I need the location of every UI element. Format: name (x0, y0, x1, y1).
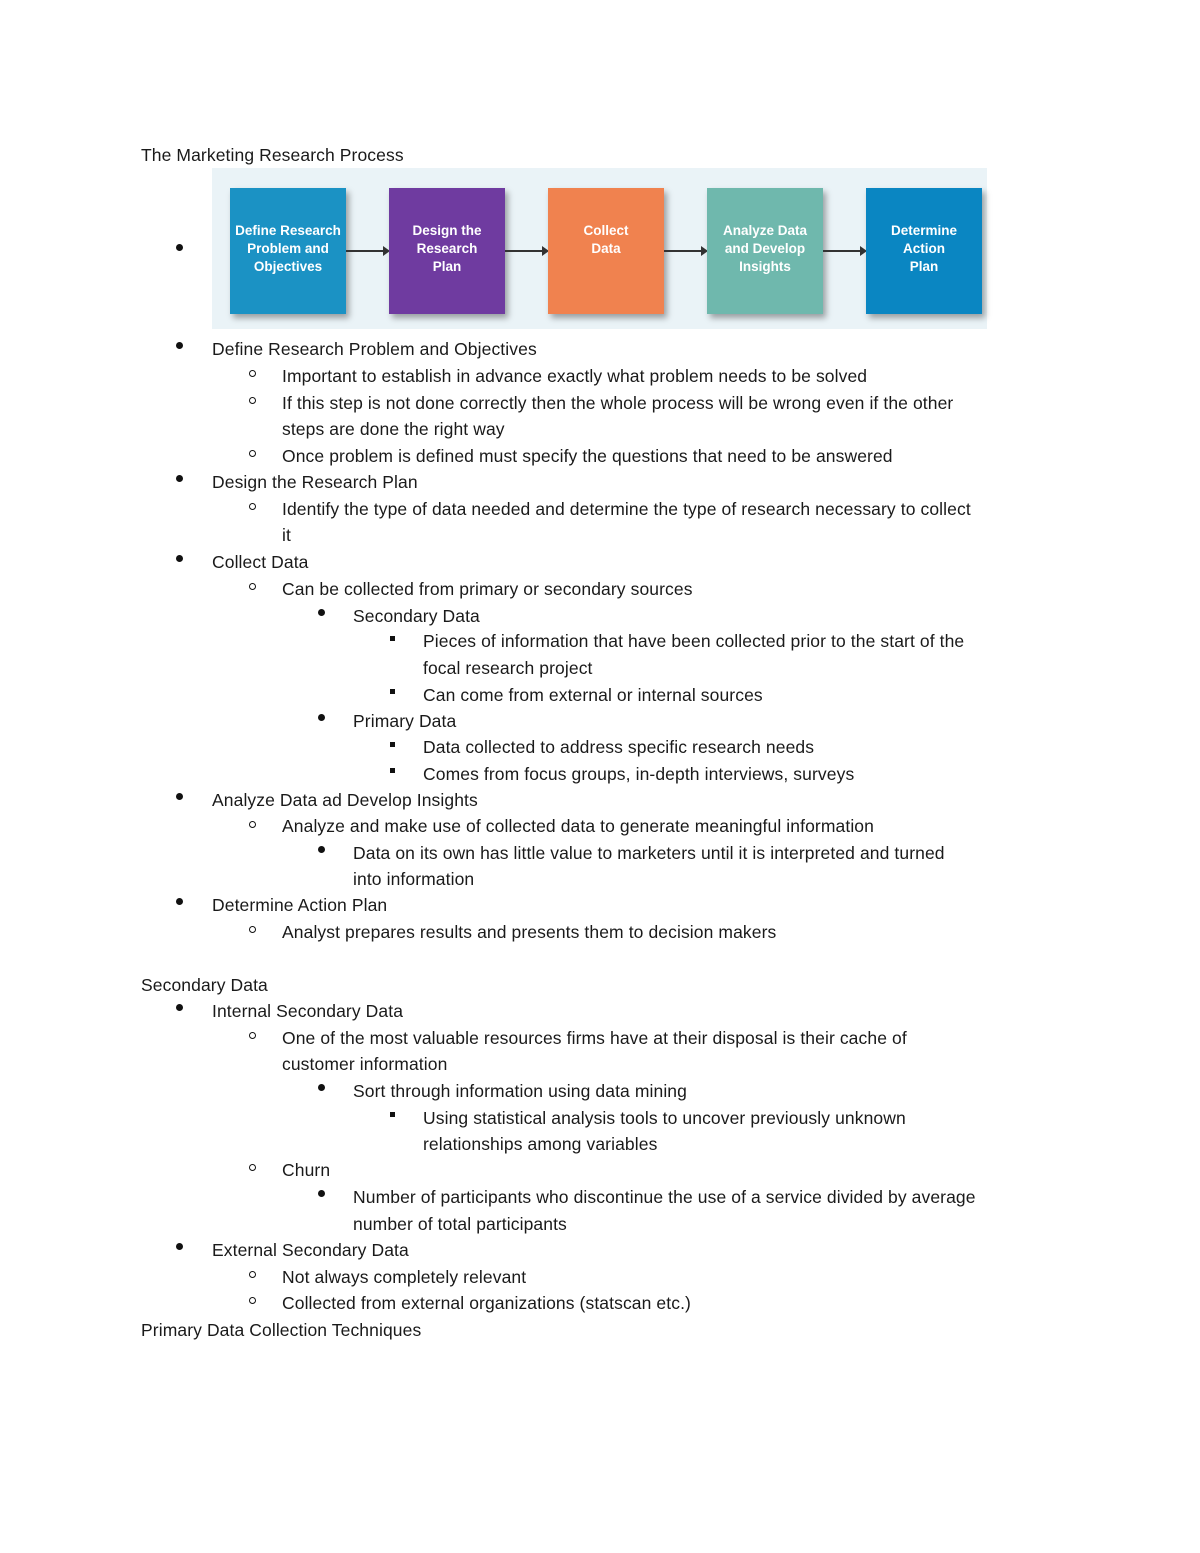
arrow-icon (346, 250, 388, 252)
bullet (249, 397, 256, 404)
bullet (249, 503, 256, 510)
bullet (176, 342, 183, 349)
bullet (176, 244, 183, 251)
list-item: Using statistical analysis tools to uncover previously unknown (423, 1108, 906, 1128)
list-item: Can come from external or internal sources (423, 685, 763, 705)
list-item: Collected from external organizations (statscan etc.) (282, 1293, 691, 1313)
page-title: The Marketing Research Process (141, 145, 404, 165)
list-item: Number of participants who discontinue the use of a service divided by average (353, 1187, 976, 1207)
bullet (176, 1004, 183, 1011)
list-item: Identify the type of data needed and determine the type of research necessary to collect (282, 499, 971, 519)
list-item: Churn (282, 1160, 331, 1180)
bullet (318, 1190, 325, 1197)
bullet (318, 846, 325, 853)
list-item-cont: number of total participants (353, 1214, 567, 1234)
list-item-cont: focal research project (423, 658, 593, 678)
list-item: Determine Action Plan (212, 895, 388, 915)
list-item-cont: steps are done the right way (282, 419, 505, 439)
bullet (390, 636, 395, 641)
step-label: Design the Research Plan (412, 223, 482, 274)
arrow-icon (664, 250, 706, 252)
list-item: Primary Data (353, 711, 457, 731)
bullet (176, 475, 183, 482)
list-item: Analyze and make use of collected data to generate meaningful information (282, 816, 874, 836)
bullet (249, 926, 256, 933)
section-title-secondary: Secondary Data (141, 975, 268, 995)
list-item: Internal Secondary Data (212, 1001, 404, 1021)
list-item: Analyze Data ad Develop Insights (212, 790, 478, 810)
step-label: Analyze Data and Develop Insights (722, 223, 808, 274)
list-item: Secondary Data (353, 606, 480, 626)
list-item-cont: customer information (282, 1054, 448, 1074)
bullet (249, 370, 256, 377)
bullet (318, 609, 325, 616)
bullet (249, 450, 256, 457)
list-item: If this step is not done correctly then the whole process will be wrong even if the other (282, 393, 954, 413)
list-item: Analyst prepares results and presents them to decision makers (282, 922, 777, 942)
list-item: Not always completely relevant (282, 1267, 527, 1287)
section-title-primary: Primary Data Collection Techniques (141, 1320, 422, 1340)
list-item: Comes from focus groups, in-depth interviews, surveys (423, 764, 855, 784)
arrow-icon (823, 250, 865, 252)
list-item: Design the Research Plan (212, 472, 418, 492)
bullet (318, 714, 325, 721)
bullet (176, 555, 183, 562)
list-item-cont: it (282, 525, 291, 545)
list-item: Sort through information using data mining (353, 1081, 687, 1101)
bullet (249, 821, 256, 828)
step-design-box (389, 188, 505, 314)
step-collect-box (548, 188, 664, 314)
step-label: Determine Action Plan (890, 223, 958, 274)
research-process-diagram (212, 168, 987, 329)
bullet (176, 1243, 183, 1250)
bullet (249, 1271, 256, 1278)
list-item-cont: into information (353, 869, 475, 889)
bullet (176, 793, 183, 800)
step-define-box (230, 188, 346, 314)
bullet (249, 1032, 256, 1039)
list-item-cont: relationships among variables (423, 1134, 658, 1154)
list-item: External Secondary Data (212, 1240, 409, 1260)
bullet (249, 583, 256, 590)
list-item: Once problem is defined must specify the questions that need to be answered (282, 446, 893, 466)
bullet (249, 1297, 256, 1304)
step-determine-box (866, 188, 982, 314)
bullet (390, 1112, 395, 1117)
list-item: Data on its own has little value to marketers until it is interpreted and turned (353, 843, 945, 863)
step-label: Collect Data (583, 223, 629, 256)
list-item: Define Research Problem and Objectives (212, 339, 537, 359)
step-label: Define Research Problem and Objectives (235, 223, 341, 274)
bullet (318, 1084, 325, 1091)
bullet (249, 1164, 256, 1171)
list-item: Can be collected from primary or secondary sources (282, 579, 693, 599)
list-item: One of the most valuable resources firms have at their disposal is their cache of (282, 1028, 907, 1048)
step-analyze-box (707, 188, 823, 314)
list-item: Data collected to address specific research needs (423, 737, 815, 757)
list-item: Pieces of information that have been collected prior to the start of the (423, 631, 965, 651)
bullet (176, 898, 183, 905)
arrow-icon (505, 250, 547, 252)
bullet (390, 689, 395, 694)
bullet (390, 742, 395, 747)
list-item: Collect Data (212, 552, 309, 572)
bullet (390, 768, 395, 773)
list-item: Important to establish in advance exactly what problem needs to be solved (282, 366, 868, 386)
